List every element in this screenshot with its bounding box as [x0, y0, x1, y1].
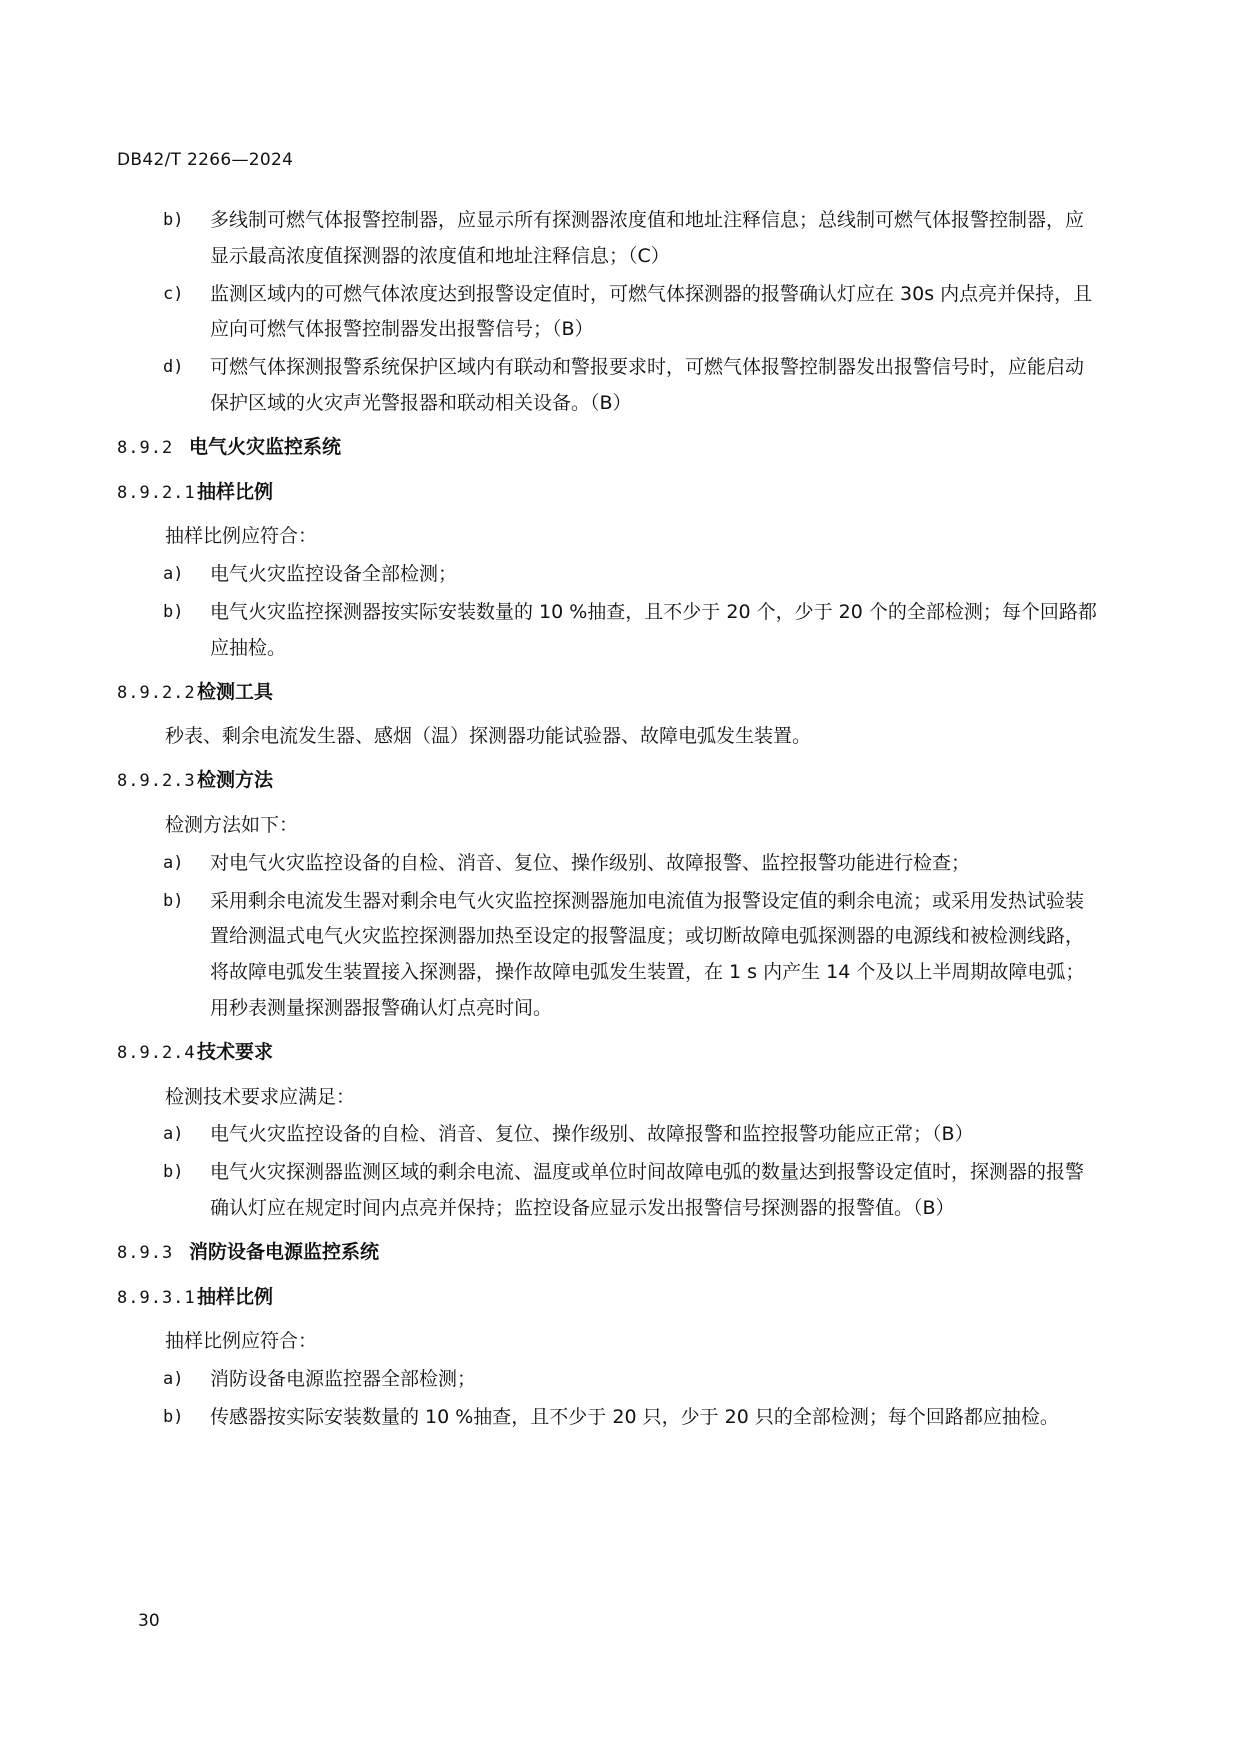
list-text: 监测区域内的可燃气体浓度达到报警设定值时，可燃气体探测器的报警确认灯应在 30s 内点亮并保持，且应向可燃气体报警控制器发出报警信号；（B） — [210, 282, 1093, 341]
list-text: 消防设备电源监控器全部检测； — [210, 1368, 477, 1391]
section-title: 抽样比例 — [197, 1285, 274, 1308]
list-item — [117, 1362, 1097, 1398]
section-heading — [117, 1035, 1097, 1072]
section-title: 技术要求 — [197, 1040, 274, 1063]
page-number: 30 — [138, 1611, 160, 1631]
list-text: 对电气火灾监控设备的自检、消音、复位、操作级别、故障报警、监控报警功能进行检查； — [210, 851, 971, 874]
list-label: b) — [163, 210, 184, 230]
list-text: 电气火灾监控设备全部检测； — [210, 563, 458, 586]
list-item — [117, 846, 1097, 882]
list-item — [117, 350, 1097, 422]
section-heading — [117, 1235, 1097, 1272]
list-label: c) — [163, 283, 184, 304]
list-item — [117, 884, 1097, 1027]
list-label: b) — [163, 1162, 184, 1183]
section-number: 8.9.3.1 — [117, 1287, 196, 1308]
list-item — [117, 1400, 1097, 1436]
section-heading — [117, 1280, 1097, 1317]
list-text: 电气火灾监控设备的自检、消音、复位、操作级别、故障报警和监控报警功能应正常；（B） — [210, 1123, 974, 1146]
section-heading — [117, 675, 1097, 712]
paragraph: 抽样比例应符合： — [165, 525, 318, 548]
list-text: 采用剩余电流发生器对剩余电气火灾监控探测器施加电流值为报警设定值的剩余电流；或采用发热试验装置给测温式电气火灾监控探测器加热至设定的报警温度；或切断故障电弧探测器的电源线和被检测线路，将故障电弧发生装置接入探测器，操作故障电弧发生装置，在 1 s 内产生 14 个及以上半周期故障电弧；用秒表测量探测器报警确认灯点亮时间。 — [210, 889, 1085, 1019]
section-number: 8.9.2.1 — [117, 482, 196, 503]
document-body — [117, 203, 1097, 1438]
section-title: 消防设备电源监控系统 — [189, 1240, 380, 1263]
paragraph: 秒表、剩余电流发生器、感烟（温）探测器功能试验器、故障电弧发生装置。 — [165, 725, 812, 748]
section-number: 8.9.2 — [117, 437, 174, 458]
list-text: 传感器按实际安装数量的 10 %抽查，且不少于 20 只，少于 20 只的全部检测；每个回路都应抽检。 — [210, 1405, 1059, 1428]
section-title: 检测工具 — [197, 680, 274, 703]
list-label: a) — [163, 1369, 184, 1390]
document-code: DB42/T 2266—2024 — [117, 150, 294, 170]
paragraph: 抽样比例应符合： — [165, 1330, 318, 1353]
section-number: 8.9.3 — [117, 1242, 174, 1263]
list-label: a) — [163, 852, 184, 873]
list-item — [117, 595, 1097, 667]
list-item — [117, 277, 1097, 349]
list-label: d) — [163, 357, 184, 378]
list-item — [117, 203, 1097, 275]
list-text: 可燃气体探测报警系统保护区域内有联动和警报要求时，可燃气体报警控制器发出报警信号时，应能启动保护区域的火灾声光警报器和联动相关设备。（B） — [210, 356, 1085, 414]
list-item — [117, 1117, 1097, 1153]
section-number: 8.9.2.2 — [117, 682, 196, 703]
section-number: 8.9.2.3 — [117, 771, 196, 792]
section-title: 电气火灾监控系统 — [189, 435, 342, 458]
list-label: b) — [163, 1406, 184, 1427]
list-item — [117, 1155, 1097, 1227]
section-title: 抽样比例 — [197, 480, 274, 503]
list-label: b) — [163, 601, 184, 622]
list-text: 多线制可燃气体报警控制器，应显示所有探测器浓度值和地址注释信息；总线制可燃气体报警控制器，应显示最高浓度值探测器的浓度值和地址注释信息；（C） — [210, 209, 1085, 267]
paragraph: 检测技术要求应满足： — [165, 1085, 356, 1108]
section-number: 8.9.2.4 — [117, 1042, 196, 1063]
section-heading — [117, 430, 1097, 467]
list-text: 电气火灾探测器监测区域的剩余电流、温度或单位时间故障电弧的数量达到报警设定值时，探测器的报警确认灯应在规定时间内点亮并保持；监控设备应显示发出报警信号探测器的报警值。（B） — [210, 1161, 1085, 1219]
section-heading — [117, 475, 1097, 512]
list-label: a) — [163, 564, 184, 585]
list-label: a) — [163, 1124, 184, 1145]
paragraph: 检测方法如下： — [165, 813, 299, 836]
section-heading — [117, 763, 1097, 800]
list-label: b) — [163, 890, 184, 911]
section-title: 检测方法 — [197, 769, 274, 792]
list-text: 电气火灾监控探测器按实际安装数量的 10 %抽查，且不少于 20 个，少于 20 个的全部检测；每个回路都应抽检。 — [210, 600, 1097, 659]
list-item — [117, 557, 1097, 593]
